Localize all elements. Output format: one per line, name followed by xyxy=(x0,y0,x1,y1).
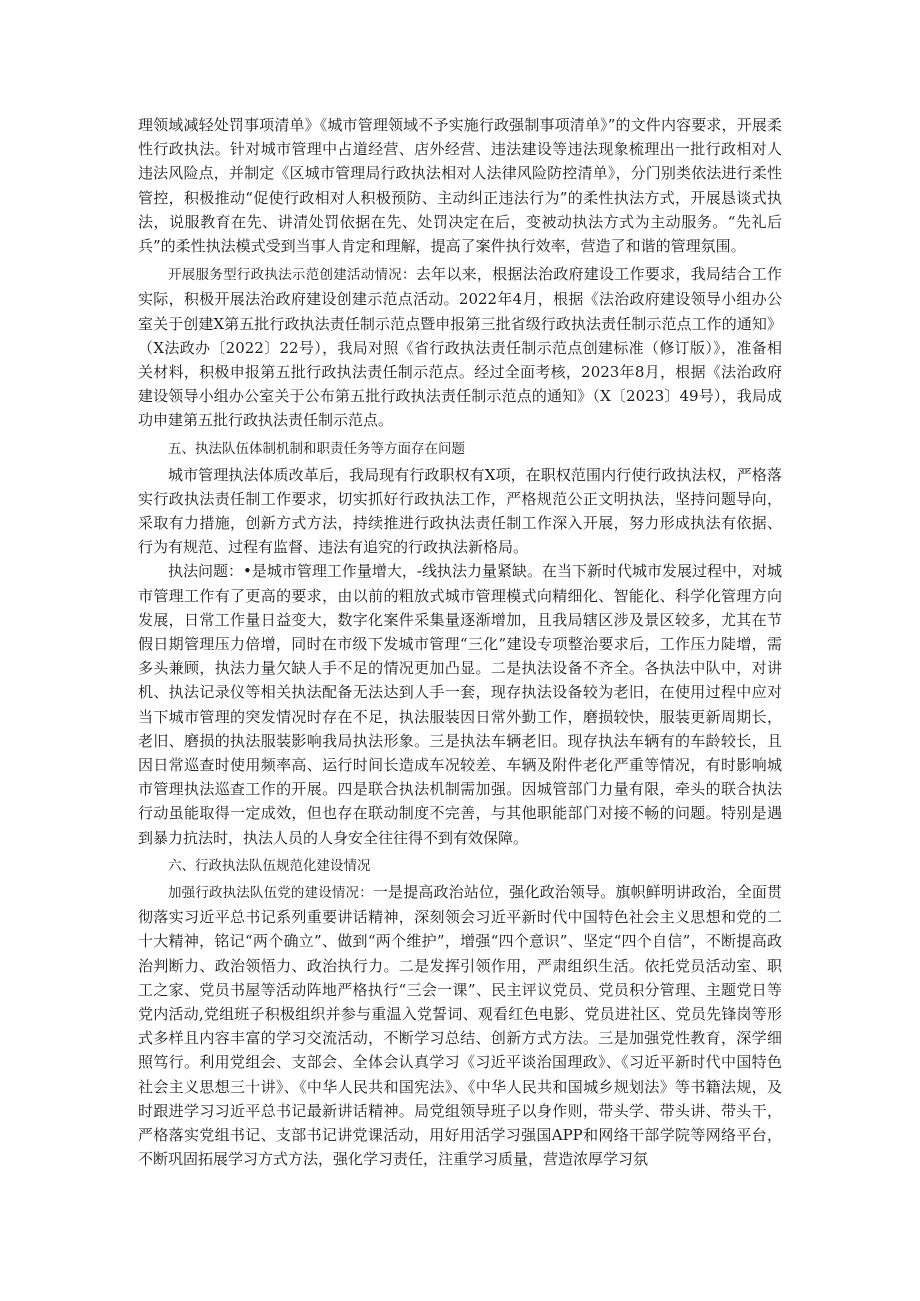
paragraph-enforcement-problems: 执法问题：•是城市管理工作量增大，-线执法力量紧缺。在当下新时代城市发展过程中，对城市管理工作有了更高的要求，由以前的粗放式城市管理模式向精细化、智能化、科学化管理方向发展，日常工作量日益变大，数字化案件采集量逐渐增加，且我局辖区涉及景区较多，尤其在节假日期管理压力倍增，同时在市级下发城市管理“三化”建设专项整治要求后，工作压力陡增，需多头兼顾，执法力量欠缺人手不足的情况更加凸显。二是执法设备不齐全。各执法中队中，对讲机、执法记录仪等相关执法配备无法达到人手一套，现存执法设备较为老旧，在使用过程中应对当下城市管理的突发情况时存在不足，执法服装因日常外勤工作，磨损较快，服装更新周期长，老旧、磨损的执法服装影响我局执法形象。三是执法车辆老旧。现存执法车辆有的车龄较长，且因日常巡查时使用频率高、运行时间长造成车况较差、车辆及附件老化严重等情况，有时影响城市管理执法巡查工作的开展。四是联合执法机制需加强。因城管部门力量有限，牵头的联合执法行动虽能取得一定成效，但也存在联动制度不完善，与其他职能部门对接不畅的问题。特别是遇到暴力抗法时，执法人员的人身安全往往得不到有效保障。 xyxy=(138,562,782,847)
paragraph-body: 去年以来，根据法治政府建设工作要求，我局结合工作实际，积极开展法治政府建设创建示范点活动。2022年4月，根据《法治政府建设领导小组办公室关于创建X第五批行政执法责任制示范点暨申报第三批省级行政执法责任制示范点工作的通知》（X法政办〔2022〕22号），我局对照《省行政执法责任制示范点创建标准（修订版）》，准备相关材料，积极申报第五批行政执法责任制示范点。经过全面考核，2023年8月，根据《法治政府建设领导小组办公室关于公布第五批行政执法责任制示范点的通知》（X〔2023〕49号），我局成功申建第五批行政执法责任制示范点。 xyxy=(138,265,782,430)
paragraph-lead-label: 开展服务型行政执法示范创建活动情况： xyxy=(168,267,416,284)
paragraph-lead-label: 加强行政执法队伍党的建设情况： xyxy=(168,884,373,901)
paragraph-party-building xyxy=(138,880,782,1171)
section-heading-6: 六、行政执法队伍规范化建设情况 xyxy=(168,857,371,874)
section-heading-5: 五、执法队伍体制机制和职责任务等方面存在问题 xyxy=(168,440,465,457)
paragraph-body: 一是提高政治站位，强化政治领导。旗帜鲜明讲政治，全面贯彻落实习近平总书记系列重要讲话精神，深刻领会习近平新时代中国特色社会主义思想和党的二十大精神，铭记“两个确立”、做到“两个维护”，增强“四个意识”、坚定“四个自信”，不断提高政治判断力、政治领悟力、政治执行力。二是发挥引领作用，严肃组织生活。依托党员活动室、职工之家、党员书屋等活动阵地严格执行“三会一课”、民主评议党员、党员积分管理、主题党日等党内活动,党组班子积极组织并参与重温入党誓词、观看红色电影、党员进社区、党员先锋岗等形式多样且内容丰富的学习交流活动，不断学习总结、创新方式方法。三是加强党性教育，深学细照笃行。利用党组会、支部会、全体会认真学习《习近平谈治国理政》、《习近平新时代中国特色社会主义思想三十讲》、《中华人民共和国宪法》、《中华人民共和国城乡规划法》等书籍法规，及时跟进学习习近平总书记最新讲话精神。局党组领导班子以身作则，带头学、带头讲、带头干，严格落实党组书记、支部书记讲党课活动，用好用活学习强国APP和网络干部学院等网络平台，不断巩固拓展学习方式方法，强化学习责任，注重学习质量，营造浓厚学习氛 xyxy=(138,882,782,1169)
paragraph-flexible-enforcement: 理领域减轻处罚事项清单》《城市管理领域不予实施行政强制事项清单》”的文件内容要求，开展柔性行政执法。针对城市管理中占道经营、店外经营、违法建设等违法现象梳理出一批行政相对人违法风险点，并制定《区城市管理局行政执法相对人法律风险防控清单》，分门别类依法进行柔性管控，积极推动“促使行政相对人积极预防、主动纠正违法行为”的柔性执法方式，开展恳谈式执法，说服教育在先、讲清处罚依据在先、处罚决定在后，变被动执法方式为主动服务。“先礼后兵”的柔性执法模式受到当事人肯定和理解，提高了案件执行效率，营造了和谐的管理氛围。 xyxy=(138,116,782,256)
paragraph-reform: 城市管理执法体质改革后，我局现有行政职权有X项，在职权范围内行使行政执法权，严格落实行政执法责任制工作要求，切实抓好行政执法工作，严格规范公正文明执法，坚持问题导向，采取有力措施，创新方式方法，持续推进行政执法责任制工作深入开展，努力形成执法有依据、行为有规范、过程有监督、违法有追究的行政执法新格局。 xyxy=(138,465,782,557)
paragraph-demonstration-site xyxy=(138,262,782,432)
